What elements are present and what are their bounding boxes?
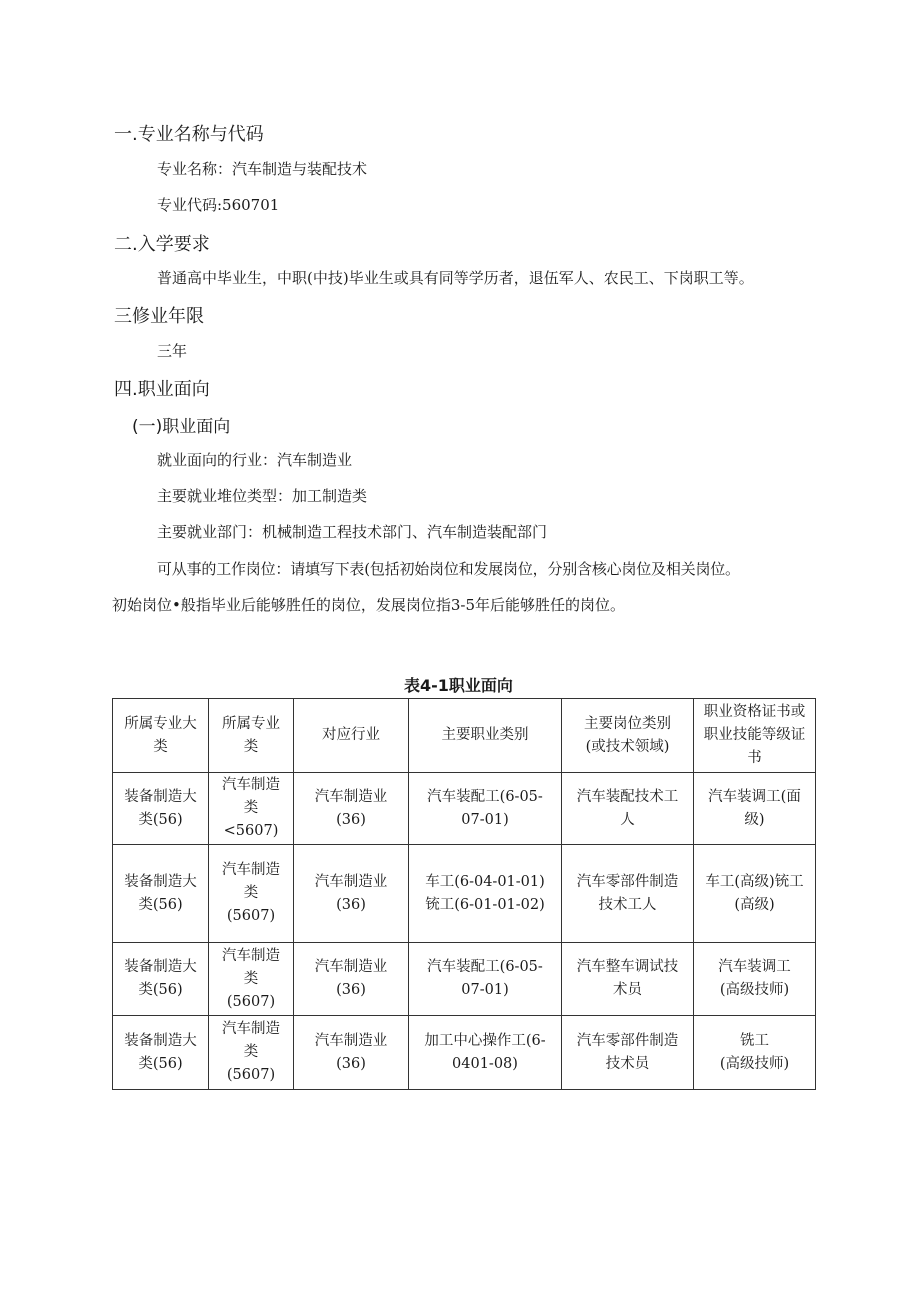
table-cell: 汽车零部件制造 技术员 — [562, 1016, 694, 1090]
table-cell: 汽车制造业 (36) — [294, 845, 409, 943]
table-row — [113, 1016, 816, 1090]
positions-paragraph-line2: 初始岗位•般指毕业后能够胜任的岗位，发展岗位指3-5年后能够胜任的岗位。 — [112, 596, 626, 614]
table-header-row — [113, 699, 816, 773]
section-heading-2: 二.入学要求 — [114, 234, 210, 255]
sub-heading-career: (一)职业面向 — [132, 417, 231, 437]
department-line: 主要就业部门：机械制造工程技术部门、汽车制造装配部门 — [157, 523, 548, 541]
table-cell: 汽车制造 类 <5607) — [209, 773, 294, 845]
positions-paragraph-line1: 可从事的工作岗位：请填写下表(包括初始岗位和发展岗位，分别含核心岗位及相关岗位。 — [157, 560, 740, 578]
table-cell: 汽车制造 类 (5607) — [209, 1016, 294, 1090]
table-cell: 汽车制造业 (36) — [294, 943, 409, 1016]
header-cell: 职业资格证书或 职业技能等级证 书 — [694, 699, 816, 773]
section-heading-3: 三修业年限 — [114, 306, 204, 327]
section-heading-1: 一.专业名称与代码 — [114, 124, 264, 145]
table-cell: 汽车制造 类 (5607) — [209, 845, 294, 943]
header-cell: 所属专业 类 — [209, 699, 294, 773]
table-row — [113, 943, 816, 1016]
table-row — [113, 773, 816, 845]
industry-line: 就业面向的行业：汽车制造业 — [157, 451, 353, 469]
table-cell: 汽车装配工(6-05- 07-01) — [409, 773, 562, 845]
table-cell: 铣工 (高级技师) — [694, 1016, 816, 1090]
table-cell: 装备制造大 类(56) — [113, 1016, 209, 1090]
table-cell: 汽车零部件制造 技术工人 — [562, 845, 694, 943]
table-cell: 车工(6-04-01-01) 铳工(6-01-01-02) — [409, 845, 562, 943]
header-cell: 主要岗位类别 (或技术领域) — [562, 699, 694, 773]
table-cell: 装备制造大 类(56) — [113, 773, 209, 845]
job-type-line: 主要就业堆位类型：加工制造类 — [157, 487, 368, 505]
major-name-line: 专业名称：汽车制造与装配技术 — [157, 160, 368, 178]
study-years-text: 三年 — [157, 342, 188, 360]
major-code-line: 专业代码:560701 — [157, 196, 280, 214]
table-cell: 加工中心操作工(6- 0401-08) — [409, 1016, 562, 1090]
table-cell: 装备制造大 类(56) — [113, 845, 209, 943]
section-heading-4: 四.职业面向 — [114, 379, 210, 400]
table-cell: 汽车装调工(面 级) — [694, 773, 816, 845]
admission-text: 普通高中毕业生，中职(中技)毕业生或具有同等学历者，退伍军人、农民工、下岗职工等。 — [157, 269, 754, 287]
header-cell: 主要职业类别 — [409, 699, 562, 773]
header-cell: 对应行业 — [294, 699, 409, 773]
table-cell: 汽车制造业 (36) — [294, 773, 409, 845]
table-cell: 汽车制造业 (36) — [294, 1016, 409, 1090]
table-cell: 汽车制造 类 (5607) — [209, 943, 294, 1016]
table-cell: 汽车装调工 (高级技师) — [694, 943, 816, 1016]
table-cell: 汽车装配工(6-05- 07-01) — [409, 943, 562, 1016]
table-caption: 表4-1职业面向 — [404, 676, 513, 695]
table-cell: 车工(高级)铳工 (高级) — [694, 845, 816, 943]
table-cell: 装备制造大 类(56) — [113, 943, 209, 1016]
career-orientation-table — [112, 698, 816, 1090]
table-cell: 汽车装配技术工 人 — [562, 773, 694, 845]
table-row — [113, 845, 816, 943]
table-cell: 汽车整车调试技 术员 — [562, 943, 694, 1016]
header-cell: 所属专业大 类 — [113, 699, 209, 773]
